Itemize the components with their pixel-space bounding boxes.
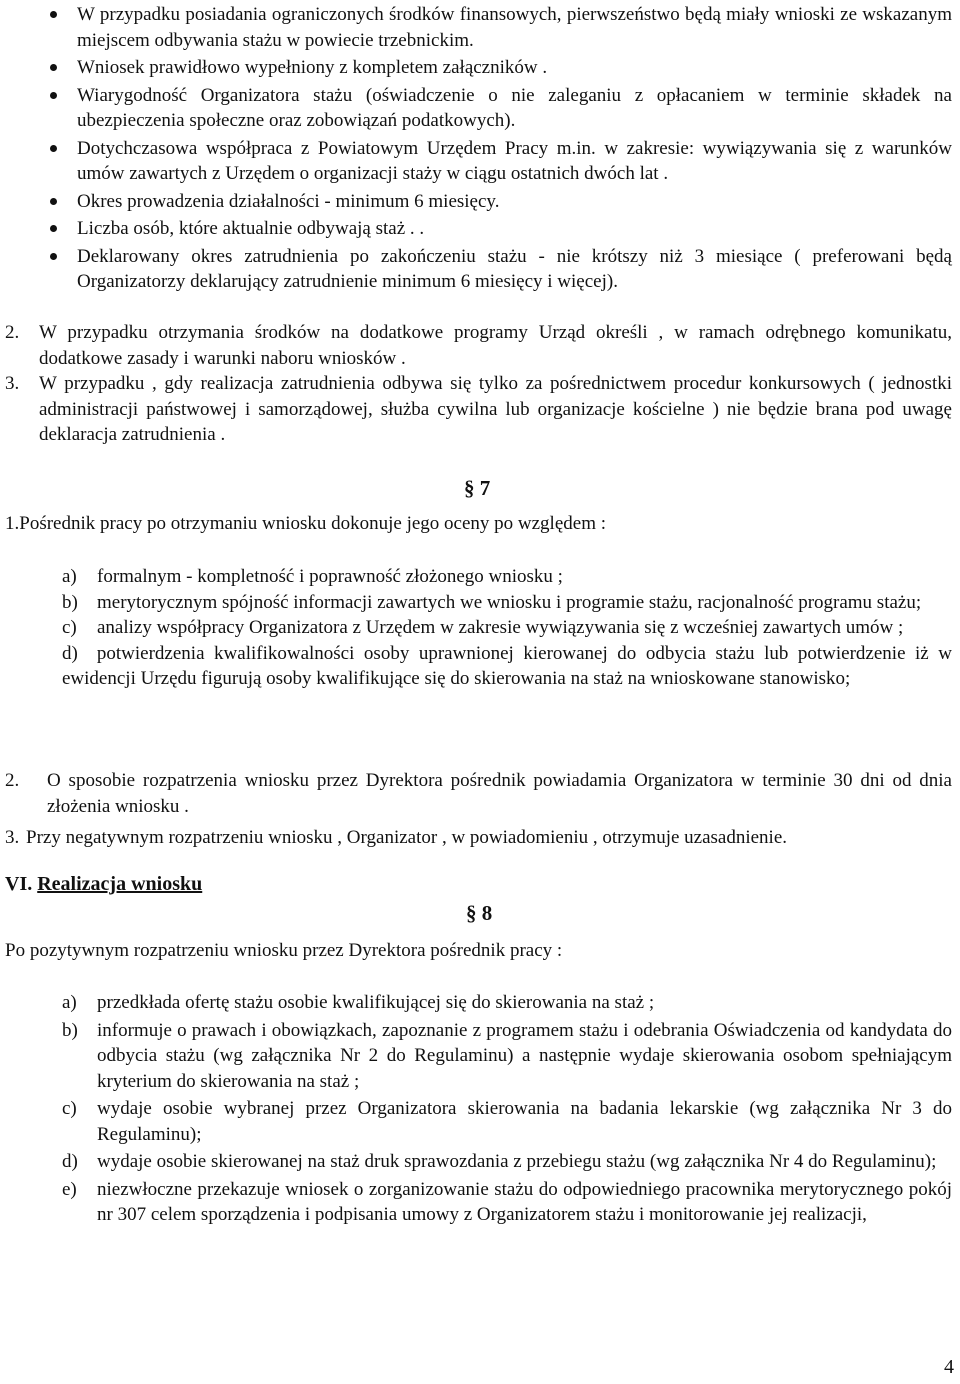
list-item: a) formalnym - kompletność i poprawność złożonego wniosku ;: [62, 566, 563, 587]
list-item: e) niezwłoczne przekazuje wniosek o zorganizowanie stażu do odpowiedniego pracownika merytorycznego pokój nr 307 celem sporządzenia i podpisania umowy z Organizatorem stażu i monitorowanie jej realizacji,: [62, 1178, 952, 1225]
numbered-point: 2. O sposobie rozpatrzenia wniosku przez Dyrektora pośrednik powiadamia Organizatora w terminie 30 dni od dnia złożenia wniosku .: [5, 770, 952, 817]
section-7-criteria-list: [0, 564, 960, 692]
bullet-icon: [50, 11, 57, 18]
section-7-points: [0, 768, 960, 851]
list-item: c) wydaje osobie wybranej przez Organizatora skierowania na badania lekarskie (wg załącznika Nr 3 do Regulaminu);: [62, 1098, 952, 1145]
list-item: Wiarygodność Organizatora stażu (oświadczenie o nie zaleganiu z opłacaniem w terminie składek na ubezpieczenia społeczne oraz zobowiązań podatkowych).: [0, 83, 960, 134]
section-8-actions-list: [0, 990, 960, 1228]
section-heading: VI. Realizacja wniosku: [5, 873, 203, 895]
section-7-sign: § 7: [464, 476, 491, 500]
list-item: d) wydaje osobie skierowanej na staż druk sprawozdania z przebiegu stażu (wg załącznika Nr 4 do Regulaminu);: [62, 1151, 937, 1172]
list-item: Okres prowadzenia działalności - minimum 6 miesięcy.: [0, 189, 960, 215]
bullet-icon: [50, 225, 57, 232]
bullet-icon: [50, 92, 57, 99]
section-8-intro: Po pozytywnym rozpatrzeniu wniosku przez Dyrektora pośrednik pracy :: [5, 940, 563, 961]
numbered-point: 3. W przypadku , gdy realizacja zatrudnienia odbywa się tylko za pośrednictwem procedur konkursowych ( jednostki administracji państwowej i samorządowej, służba cywilna lub organizacje kościelne ) nie będzie brana pod uwagę deklaracja zatrudnienia .: [5, 373, 952, 445]
bullet-icon: [50, 145, 57, 152]
section-8-sign: § 8: [466, 901, 493, 925]
list-item: Wniosek prawidłowo wypełniony z kompletem załączników .: [0, 55, 960, 81]
list-item: c) analizy współpracy Organizatora z Urzędem w zakresie wywiązywania się z wcześniej zawartych umów ;: [62, 617, 904, 638]
list-item: Deklarowany okres zatrudnienia po zakończeniu stażu - nie krótszy niż 3 miesiące ( preferowani będą Organizatorzy deklarujący zatrudnienie minimum 6 miesięcy i więcej).: [0, 244, 960, 295]
bullet-icon: [50, 198, 57, 205]
list-item: Dotychczasowa współpraca z Powiatowym Urzędem Pracy m.in. w zakresie: wywiązywania się z warunków umów zawartych z Urzędem o organizacji staży w ciągu ostatnich dwóch lat .: [0, 136, 960, 187]
list-item: Liczba osób, które aktualnie odbywają staż . .: [0, 216, 960, 242]
section-7-intro: 1.Pośrednik pracy po otrzymaniu wniosku dokonuje jego oceny po względem :: [5, 513, 607, 534]
list-item: b) merytorycznym spójność informacji zawartych we wniosku i programie stażu, racjonalność programu stażu;: [62, 591, 922, 613]
list-item: a) przedkłada ofertę stażu osobie kwalifikującej się do skierowania na staż ;: [62, 992, 655, 1013]
page-number: 4: [944, 1356, 954, 1378]
numbered-points-a: [0, 320, 960, 448]
numbered-point: 3. Przy negatywnym rozpatrzeniu wniosku , Organizator , w powiadomieniu , otrzymuje uzasadnienie.: [5, 827, 788, 848]
criteria-bullet-list: [0, 2, 960, 295]
list-item: d) potwierdzenia kwalifikowalności osoby uprawnionej kierowanej do odbycia stażu lub potwierdzenie iż w ewidencji Urzędu figurują osoby kwalifikujące się do skierowania na staż na wnioskowane stanowisko;: [62, 642, 952, 689]
list-item: W przypadku posiadania ograniczonych środków finansowych, pierwszeństwo będą miały wnioski ze wskazanym miejscem odbywania stażu w powiecie trzebnickim.: [0, 2, 960, 53]
bullet-icon: [50, 64, 57, 71]
list-item: b) informuje o prawach i obowiązkach, zapoznanie z programem stażu i odebrania Oświadczenia od kandydata do odbycia stażu (wg załącznika Nr 2 do Regulaminu) a następnie wydaje skierowania osobom spełniającym kryterium do skierowania na staż ;: [62, 1019, 952, 1092]
bullet-icon: [50, 253, 57, 260]
numbered-point: 2. W przypadku otrzymania środków na dodatkowe programy Urząd określi , w ramach odrębnego komunikatu, dodatkowe zasady i warunki naboru wniosków .: [5, 322, 952, 369]
